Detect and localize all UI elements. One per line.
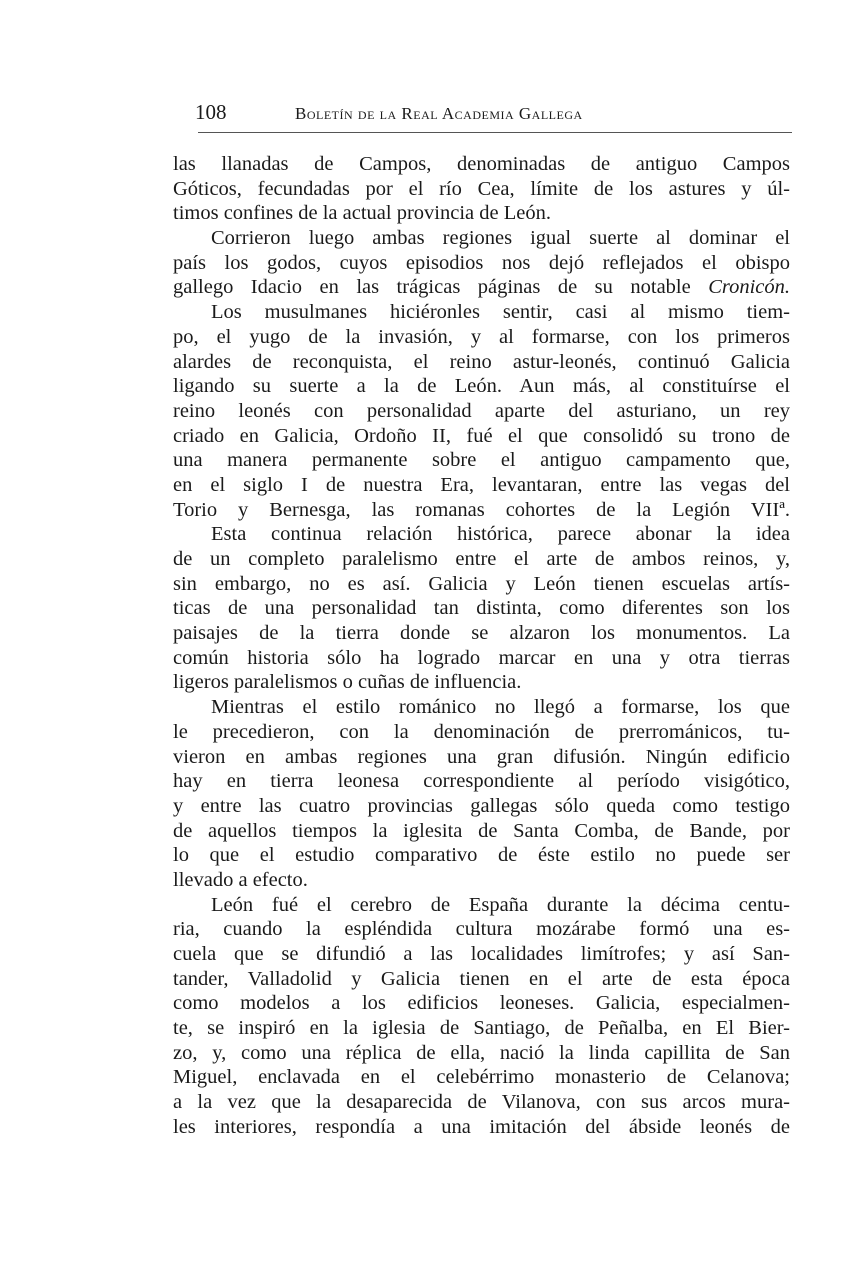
text-line: ticas de una personalidad tan distinta, como diferentes son los — [173, 597, 790, 620]
text-line: les interiores, respondía a una imitación del ábside leonés de — [173, 1115, 790, 1138]
text-line: común historia sólo ha logrado marcar en una y otra tierras — [173, 646, 790, 669]
text-line: hay en tierra leonesa correspondiente al período visigótico, — [173, 770, 790, 793]
text-line: sin embargo, no es así. Galicia y León tienen escuelas artís- — [173, 572, 790, 595]
text-line: cuela que se difundió a las localidades limítrofes; y así San- — [173, 943, 790, 965]
text-line — [173, 275, 790, 300]
text-line: país los godos, cuyos episodios nos dejó reflejados el obispo — [173, 251, 790, 274]
text-line: timos confines de la actual provincia de León. — [173, 202, 551, 225]
text-line: Miguel, enclavada en el celebérrimo monasterio de Celanova; — [173, 1066, 790, 1089]
text-line: po, el yugo de la invasión, y al formarse, con los primeros — [173, 325, 790, 348]
text-line: a la vez que la desaparecida de Vilanova, con sus arcos mura- — [173, 1091, 790, 1114]
text-line: León fué el cerebro de España durante la décima centu- — [211, 893, 790, 916]
text-line: llevado a efecto. — [173, 868, 308, 891]
text-line: ligando su suerte a la de León. Aun más, al constituírse el — [173, 375, 790, 398]
text-line: en el siglo I de nuestra Era, levantaran, entre las vegas del — [173, 473, 790, 496]
text-line: como modelos a los edificios leoneses. Galicia, especialmen- — [173, 992, 790, 1015]
text-line: Torio y Bernesga, las romanas cohortes de la Legión VIIª. — [173, 498, 790, 521]
page-number: 108 — [195, 100, 227, 124]
text-line: Góticos, fecundadas por el río Cea, límite de los astures y úl- — [173, 177, 790, 200]
italic-title: Cronicón. — [708, 276, 790, 299]
running-header — [195, 100, 790, 132]
text-segment: gallego Idacio en las trágicas páginas de su notable — [173, 276, 691, 299]
text-line: Mientras el estilo románico no llegó a formarse, los que — [211, 696, 790, 719]
text-line: de aquellos tiempos la iglesita de Santa Comba, de Bande, por — [173, 819, 790, 842]
text-line: una manera permanente sobre el antiguo campamento que, — [173, 449, 790, 472]
text-line: reino leonés con personalidad aparte del asturiano, un rey — [173, 399, 790, 422]
text-line: Corrieron luego ambas regiones igual suerte al dominar el — [211, 227, 790, 250]
text-line: de un completo paralelismo entre el arte de ambos reinos, y, — [173, 548, 790, 570]
text-line: Los musulmanes hiciéronles sentir, casi al mismo tiem- — [211, 301, 790, 324]
text-line: las llanadas de Campos, denominadas de antiguo Campos — [173, 153, 790, 175]
text-line: Esta continua relación histórica, parece abonar la idea — [211, 523, 790, 546]
text-line: lo que el estudio comparativo de éste estilo no puede ser — [173, 844, 790, 867]
body-text — [173, 152, 790, 1140]
text-line: te, se inspiró en la iglesia de Santiago, de Peñalba, en El Bier- — [173, 1017, 790, 1040]
journal-title: Boletín de la Real Academia Gallega — [295, 104, 583, 123]
header-rule — [198, 132, 792, 133]
text-line: zo, y, como una réplica de ella, nació la linda capillita de San — [173, 1041, 790, 1064]
text-line: le precedieron, con la denominación de prerrománicos, tu- — [173, 720, 790, 743]
text-line: alardes de reconquista, el reino astur-leonés, continuó Galicia — [173, 350, 790, 373]
text-line: ligeros paralelismos o cuñas de influencia. — [173, 671, 522, 694]
text-line: vieron en ambas regiones una gran difusión. Ningún edificio — [173, 745, 790, 768]
text-line: paisajes de la tierra donde se alzaron los monumentos. La — [173, 622, 790, 645]
text-line: tander, Valladolid y Galicia tienen en el arte de esta época — [173, 967, 790, 990]
text-line: y entre las cuatro provincias gallegas sólo queda como testigo — [173, 794, 790, 817]
text-line: ria, cuando la espléndida cultura mozárabe formó una es- — [173, 918, 790, 941]
text-line: criado en Galicia, Ordoño II, fué el que consolidó su trono de — [173, 424, 790, 447]
